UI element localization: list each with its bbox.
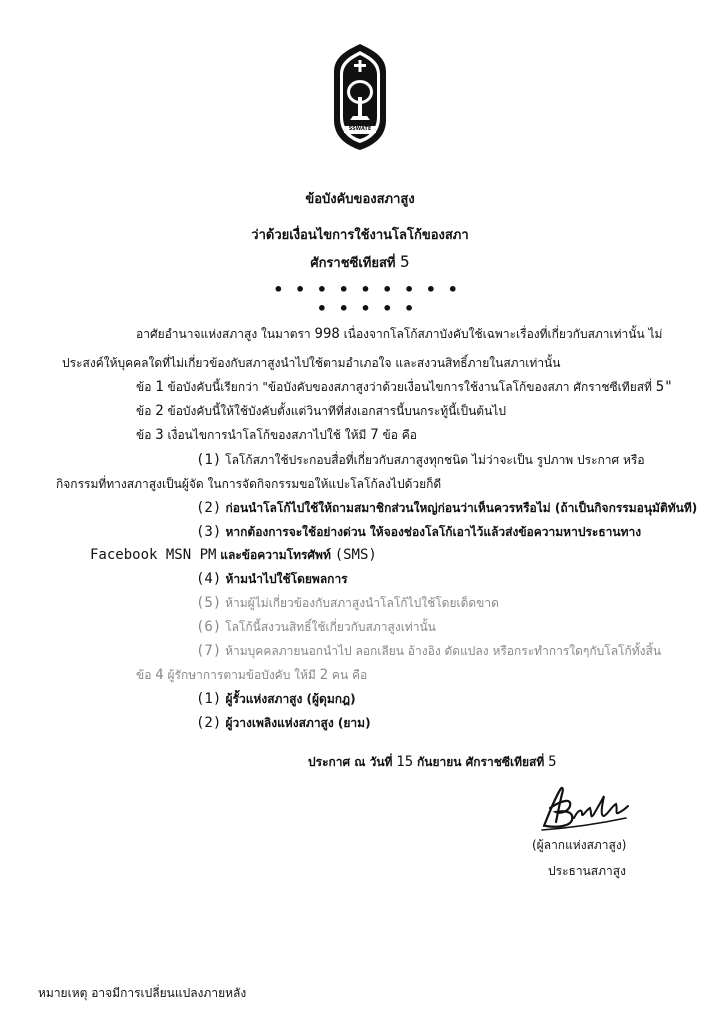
- item-3-text: หากต้องการจะใช้อย่างด่วน ให้จองช่องโลโก้เอาไว้แล้วส่งข้อความหาประธานทาง: [225, 525, 642, 539]
- clause-1: [136, 379, 673, 395]
- clause-1-label: ข้อ: [136, 380, 152, 394]
- item-1-continuation: กิจกรรมที่ทางสภาสูงเป็นผู้จัด ในการจัดกิจกรรมขอให้แปะโลโก้ลงไปด้วยก็ดี: [56, 477, 442, 491]
- clause-4-count: 2: [319, 667, 329, 683]
- preamble-text-a: อาศัยอำนาจแห่งสภาสูง ในมาตรา: [136, 327, 311, 341]
- item-3-continuation: [90, 547, 377, 563]
- item-3-channels: Facebook MSN PM: [90, 547, 217, 563]
- clause-2-text: ข้อบังคับนี้ให้ใช้บังคับตั้งแต่วินาทีที่ส่งเอกสารนี้บนกระทู้นี้เป็นต้นไป: [167, 404, 506, 418]
- clause-3-text-a: เงื่อนไขการนำโลโก้ของสภาไปใช้ ให้มี: [167, 428, 367, 442]
- item-3-sms: (SMS): [334, 547, 377, 563]
- keeper-2-text: ผู้วางเพลิงแห่งสภาสูง (ยาม): [225, 716, 371, 730]
- clause-4-text-b: คน คือ: [331, 668, 368, 682]
- item-1: [196, 452, 645, 468]
- separator-dots: • • • • • • • • • • • • • •: [273, 280, 461, 318]
- item-1-number: (1): [196, 452, 222, 468]
- clause-4-label: ข้อ: [136, 668, 152, 682]
- preamble-line-2: ประสงค์ให้บุคคลใดที่ไม่เกี่ยวข้องกับสภาสูงนำไปใช้ตามอำเภอใจ และสงวนสิทธิ์ภายในสภาเท่านั้น: [62, 356, 561, 370]
- item-7-number: (7): [196, 643, 222, 659]
- title-line-3: [0, 252, 720, 273]
- item-4-number: (4): [196, 571, 222, 587]
- announcement-line: [308, 754, 557, 770]
- announcement-year: 5: [548, 754, 557, 770]
- preamble-section-number: 998: [314, 326, 340, 342]
- item-5: [196, 595, 499, 611]
- clause-4-text-a: ผู้รักษาการตามข้อบังคับ ให้มี: [167, 668, 316, 682]
- clause-1-number: 1: [155, 379, 164, 395]
- signer-role: ประธานสภาสูง: [548, 864, 626, 878]
- item-1-text: โลโก้สภาใช้ประกอบสื่อที่เกี่ยวกับสภาสูงทุกชนิด ไม่ว่าจะเป็น รูปภาพ ประกาศ หรือ: [225, 453, 645, 467]
- item-2-text-b: (ถ้าเป็นกิจกรรมอนุมัติทันที): [554, 501, 698, 515]
- item-3-number: (3): [196, 524, 222, 540]
- item-2-number: (2): [196, 500, 222, 516]
- title-line-1: ข้อบังคับของสภาสูง: [305, 192, 415, 207]
- item-6-text: โลโก้นี้สงวนสิทธิ์ใช้เกี่ยวกับสภาสูงเท่านั้น: [225, 620, 436, 634]
- item-6-number: (6): [196, 619, 222, 635]
- clause-2-label: ข้อ: [136, 404, 152, 418]
- clause-4-number: 4: [155, 667, 164, 683]
- clause-2-number: 2: [155, 403, 164, 419]
- clause-3: [136, 427, 417, 443]
- council-emblem-logo: [332, 42, 388, 152]
- footnote: หมายเหตุ อาจมีการเปลี่ยนแปลงภายหลัง: [38, 986, 247, 1000]
- clause-3-number: 3: [155, 427, 164, 443]
- keeper-2-number: (2): [196, 715, 222, 731]
- announcement-day: 15: [396, 754, 414, 770]
- item-6: [196, 619, 436, 635]
- announcement-text-b: กันยายน ศักราชซีเทียสที่: [416, 755, 545, 769]
- item-3-text-sms: และข้อความโทรศัพท์: [220, 548, 331, 562]
- item-4: [196, 571, 348, 587]
- item-4-text: ห้ามนำไปใช้โดยพลการ: [225, 572, 348, 586]
- preamble-text-b: เนื่องจากโลโก้สภาบังคับใช้เฉพาะเรื่องที่เกี่ยวกับสภาเท่านั้น ไม่: [343, 327, 663, 341]
- item-5-text: ห้ามผู้ไม่เกี่ยวข้องกับสภาสูงนำโลโก้ไปใช้โดยเด็ดขาด: [225, 596, 499, 610]
- item-7: [196, 643, 661, 659]
- clause-1-text: ข้อบังคับนี้เรียกว่า "ข้อบังคับของสภาสูงว่าด้วยเงื่อนไขการใช้งานโลโก้ของสภา ศักราชซีเทียสที่: [167, 380, 652, 394]
- keeper-1-number: (1): [196, 691, 222, 707]
- title-line-2: ว่าด้วยเงื่อนไขการใช้งานโลโก้ของสภา: [251, 228, 469, 243]
- signer-name: (ผู้ลากแห่งสภาสูง): [532, 838, 627, 852]
- item-5-number: (5): [196, 595, 222, 611]
- title-era-number: 5: [400, 252, 410, 271]
- preamble-line-1: [136, 326, 662, 342]
- item-7-text: ห้ามบุคคลภายนอกนำไป ลอกเลียน อ้างอิง ดัดแปลง หรือกระทำการใดๆกับโลโก้ทั้งสิ้น: [225, 644, 662, 658]
- handwritten-signature: [538, 782, 630, 834]
- title-era-text: ศักราชซีเทียสที่: [310, 256, 396, 271]
- clause-4: [136, 667, 367, 683]
- item-3: [196, 524, 641, 540]
- keeper-1: [196, 691, 356, 707]
- emblem-text: SSWATE: [344, 126, 376, 133]
- clause-1-era-number: 5": [655, 379, 673, 395]
- announcement-text-a: ประกาศ ณ วันที่: [308, 755, 393, 769]
- item-2-text-a: ก่อนนำโลโก้ไปใช้ให้ถามสมาชิกส่วนใหญ่ก่อนว่าเห็นควรหรือไม่: [225, 501, 551, 515]
- clause-2: [136, 403, 506, 419]
- keeper-2: [196, 715, 371, 731]
- item-2: [196, 500, 697, 516]
- clause-3-count: 7: [370, 427, 379, 443]
- keeper-1-text: ผู้รั้วแห่งสภาสูง (ผู้ดุมกฎ): [225, 692, 356, 706]
- clause-3-text-b: ข้อ คือ: [382, 428, 417, 442]
- clause-3-label: ข้อ: [136, 428, 152, 442]
